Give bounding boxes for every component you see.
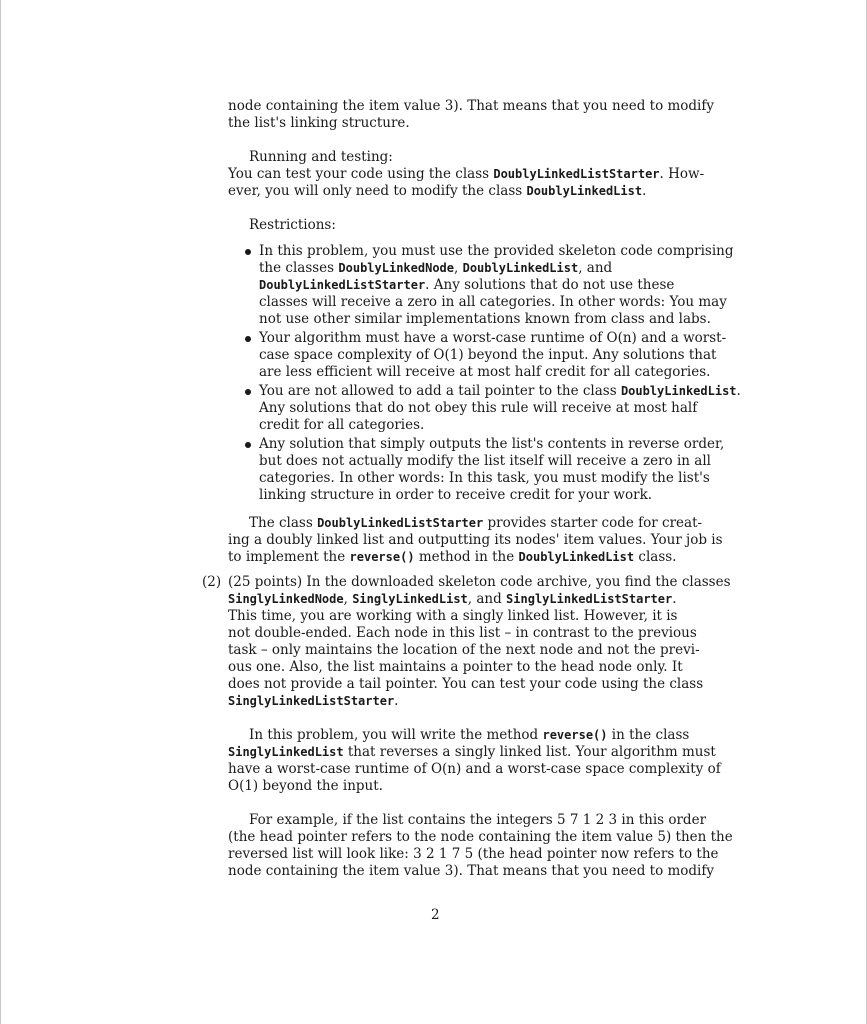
bullet-2-marker xyxy=(245,336,251,342)
bullet-4-line-2: but does not actually modify the list itself will receive a zero in all xyxy=(259,453,711,469)
problem-2-line-7: does not provide a tail pointer. You can test your code using the class xyxy=(228,676,704,692)
bullet-1-line-5: not use other similar implementations known from class and labs. xyxy=(259,311,711,327)
starter-paragraph-line-1: The class DoublyLinkedListStarter provides starter code for creat- xyxy=(249,515,703,531)
restrictions-heading: Restrictions: xyxy=(249,217,336,233)
running-testing-line-2: ever, you will only need to modify the class DoublyLinkedList. xyxy=(228,183,647,199)
problem-2-para-3-line-4: node containing the item value 3). That means that you need to modify xyxy=(228,863,714,879)
problem-2-line-3: This time, you are working with a singly linked list. However, it is xyxy=(228,608,678,624)
bullet-3-line-1: You are not allowed to add a tail pointer to the class DoublyLinkedList. xyxy=(259,383,741,399)
page-number: 2 xyxy=(431,907,440,923)
problem-2-line-2: SinglyLinkedNode, SinglyLinkedList, and SinglyLinkedListStarter. xyxy=(228,591,677,607)
bullet-2-line-1: Your algorithm must have a worst-case runtime of O(n) and a worst- xyxy=(259,330,727,346)
problem-2-para-3-line-3: reversed list will look like: 3 2 1 7 5 (the head pointer now refers to the xyxy=(228,846,719,862)
problem-2-line-4: not double-ended. Each node in this list – in contrast to the previous xyxy=(228,625,697,641)
bullet-4-marker xyxy=(245,442,251,448)
top-paragraph-line-1: node containing the item value 3). That means that you need to modify xyxy=(228,98,714,114)
problem-2-para-3-line-1: For example, if the list contains the integers 5 7 1 2 3 in this order xyxy=(249,812,707,828)
running-testing-heading: Running and testing: xyxy=(249,149,393,165)
bullet-2-line-3: are less efficient will receive at most half credit for all categories. xyxy=(259,364,711,380)
bullet-4-line-1: Any solution that simply outputs the list's contents in reverse order, xyxy=(259,436,725,452)
problem-2-para-3-line-2: (the head pointer refers to the node containing the item value 5) then the xyxy=(228,829,733,845)
problem-2-label: (2) xyxy=(202,574,222,590)
running-testing-line-1: You can test your code using the class DoublyLinkedListStarter. How- xyxy=(228,166,705,182)
top-paragraph-line-2: the list's linking structure. xyxy=(228,115,410,131)
bullet-4-line-4: linking structure in order to receive credit for your work. xyxy=(259,487,653,503)
problem-2-para-2-line-2: SinglyLinkedList that reverses a singly linked list. Your algorithm must xyxy=(228,744,716,760)
bullet-1-line-4: classes will receive a zero in all categories. In other words: You may xyxy=(259,294,727,310)
problem-2-para-2-line-3: have a worst-case runtime of O(n) and a worst-case space complexity of xyxy=(228,761,721,777)
bullet-2-line-2: case space complexity of O(1) beyond the input. Any solutions that xyxy=(259,347,717,363)
problem-2-para-2-line-1: In this problem, you will write the method reverse() in the class xyxy=(249,727,690,743)
bullet-1-line-3: DoublyLinkedListStarter. Any solutions that do not use these xyxy=(259,277,675,293)
bullet-3-line-3: credit for all categories. xyxy=(259,417,425,433)
bullet-3-line-2: Any solutions that do not obey this rule will receive at most half xyxy=(259,400,698,416)
problem-2-line-8: SinglyLinkedListStarter. xyxy=(228,693,399,709)
bullet-1-marker xyxy=(245,249,251,255)
bullet-1-line-1: In this problem, you must use the provided skeleton code comprising xyxy=(259,243,734,259)
problem-2-line-1: (25 points) In the downloaded skeleton code archive, you find the classes xyxy=(228,574,731,590)
starter-paragraph-line-3: to implement the reverse() method in the DoublyLinkedList class. xyxy=(228,549,677,565)
starter-paragraph-line-2: ing a doubly linked list and outputting its nodes' item values. Your job is xyxy=(228,532,723,548)
bullet-4-line-3: categories. In other words: In this task, you must modify the list's xyxy=(259,470,710,486)
problem-2-line-5: task – only maintains the location of the next node and not the previ- xyxy=(228,642,700,658)
bullet-3-marker xyxy=(245,389,251,395)
problem-2-line-6: ous one. Also, the list maintains a pointer to the head node only. It xyxy=(228,659,683,675)
problem-2-para-2-line-4: O(1) beyond the input. xyxy=(228,778,383,794)
bullet-1-line-2: the classes DoublyLinkedNode, DoublyLinkedList, and xyxy=(259,260,613,276)
